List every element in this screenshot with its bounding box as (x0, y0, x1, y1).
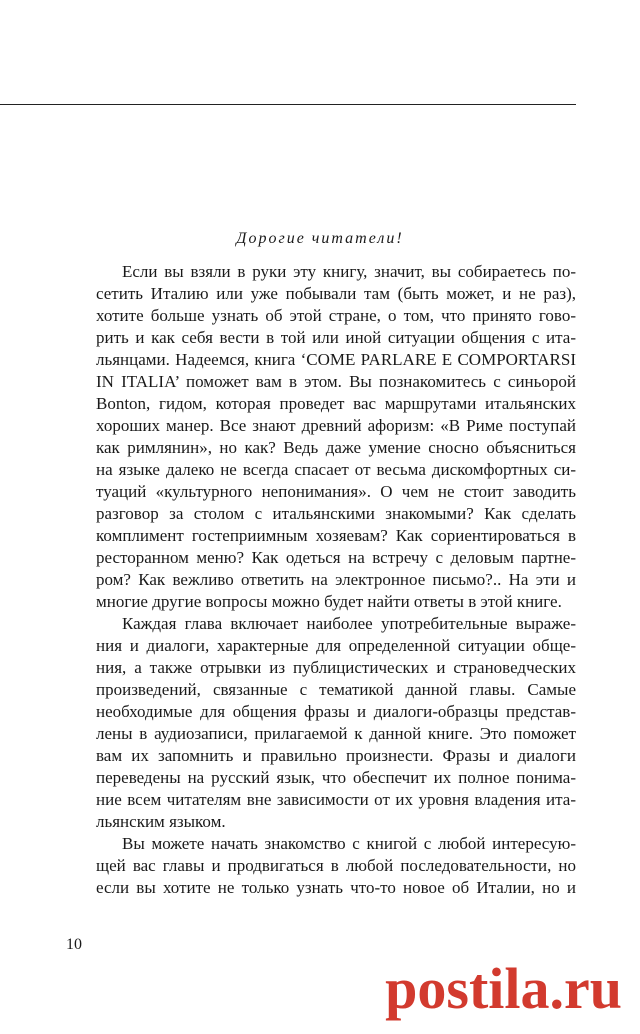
text-line: комплимент гостеприимным хозяевам? Как сориентироваться в (96, 526, 576, 545)
text-line: на языке далеко не всегда спасает от весьма дискомфортных си- (96, 460, 576, 479)
text-line: рить и как себя вести в той или иной ситуации общения с ита- (96, 328, 576, 347)
text-line: переведены на русский язык, что обеспечит их полное понима- (96, 768, 576, 787)
text-line: ресторанном меню? Как одеться на встречу с деловым партне- (96, 548, 576, 567)
text-line: щей вас главы и продвигаться в любой последовательности, но (96, 856, 576, 875)
text-line: льянским языком. (96, 812, 226, 831)
watermark-logo: postila.ru (385, 956, 622, 1021)
text-line: IN ITALIA’ поможет вам в этом. Вы познакомитесь с синьорой (96, 372, 576, 391)
text-line: Bonton, гидом, которая проведет вас маршрутами итальянских (96, 394, 576, 413)
text-line: разговор за столом с итальянскими знакомыми? Как сделать (96, 504, 576, 523)
paragraph-3 (96, 833, 576, 899)
text-line: ром? Как вежливо ответить на электронное письмо?.. На эти и (96, 570, 576, 589)
text-line: льянцами. Надеемся, книга ‘COME PARLARE E COMPORTARSI (96, 350, 576, 369)
text-line: необходимые для общения фразы и диалоги-образцы представ- (96, 702, 576, 721)
text-line: как римлянин», но как? Ведь даже умение сносно объясниться (96, 438, 576, 457)
text-line: многие другие вопросы можно будет найти ответы в этой книге. (96, 592, 562, 611)
text-line: ние всем читателям вне зависимости от их уровня владения ита- (96, 790, 576, 809)
text-line: произведений, связанные с тематикой данной главы. Самые (96, 680, 576, 699)
body-text (96, 261, 576, 899)
text-line: если вы хотите не только узнать что-то новое об Италии, но и (96, 878, 576, 897)
text-line: ния, а также отрывки из публицистических и страноведческих (96, 658, 576, 677)
text-line: вам их запомнить и правильно произнести. Фразы и диалоги (96, 746, 576, 765)
text-line: сетить Италию или уже побывали там (быть может, и не раз), (96, 284, 576, 303)
page-number: 10 (66, 936, 82, 953)
text-line: Если вы взяли в руки эту книгу, значит, вы собираетесь по- (122, 262, 576, 281)
text-line: ния и диалоги, характерные для определенной ситуации обще- (96, 636, 576, 655)
text-line: Вы можете начать знакомство с книгой с любой интересую- (122, 834, 576, 853)
text-line: туаций «культурного непонимания». О чем не стоит заводить (96, 482, 576, 501)
top-divider-rule (0, 104, 576, 105)
paragraph-1 (96, 261, 576, 613)
text-line: хороших манер. Все знают древний афоризм: «В Риме поступай (96, 416, 576, 435)
text-line: хотите больше узнать об этой стране, о том, что принято гово- (96, 306, 576, 325)
page-heading: Дорогие читатели! (236, 230, 404, 247)
paragraph-2 (96, 613, 576, 833)
text-line: лены в аудиозаписи, прилагаемой к данной книге. Это поможет (96, 724, 576, 743)
text-line: Каждая глава включает наиболее употребительные выраже- (122, 614, 576, 633)
